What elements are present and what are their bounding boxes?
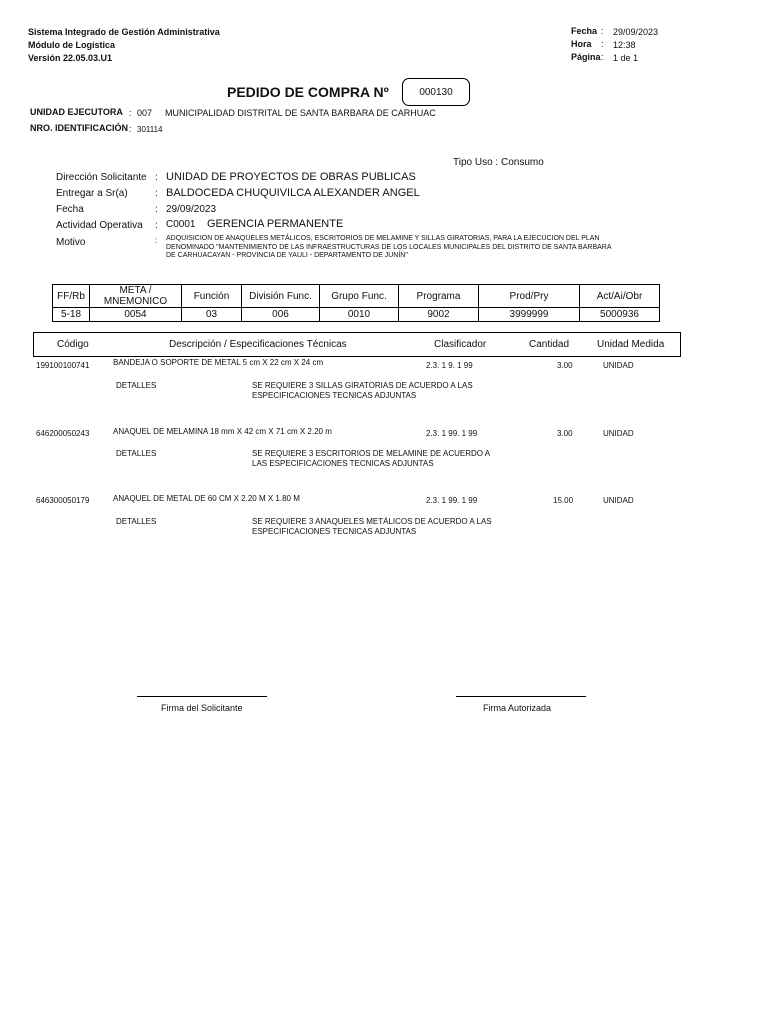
header-colon: : — [601, 39, 604, 49]
budget-value-cell: 006 — [242, 308, 320, 322]
budget-value-cell: 0054 — [90, 308, 182, 322]
budget-value-cell: 3999999 — [479, 308, 580, 322]
colon: : — [155, 172, 158, 183]
item-clasificador: 2.3. 1 99. 1 99 — [426, 496, 478, 505]
budget-header-cell: META / MNEMONICO — [90, 285, 182, 308]
actividad-label: Actividad Operativa — [56, 220, 143, 231]
unidad-ejecutora-code: 007 — [137, 108, 153, 118]
item-detalles-label: DETALLES — [116, 517, 157, 526]
item-detalles — [252, 449, 490, 469]
module-name: Módulo de Logística — [28, 40, 115, 50]
detalles-line: LAS ESPECIFICACIONES TECNICAS ADJUNTAS — [252, 459, 434, 468]
detalles-line: SE REQUIERE 3 ANAQUELES METÁLICOS DE ACUERDO A LAS — [252, 517, 492, 526]
budget-value-cell: 03 — [182, 308, 242, 322]
signature-autorizada: Firma Autorizada — [483, 703, 552, 713]
colon: : — [129, 124, 132, 134]
item-descripcion: ANAQUEL DE MELAMINA 18 mm X 42 cm X 71 cm X 2.20 m — [113, 427, 332, 436]
col-codigo: Código — [57, 339, 89, 350]
colon: : — [155, 188, 158, 199]
budget-value-cell: 5-18 — [53, 308, 90, 322]
signature-line-solicitante — [137, 696, 267, 697]
direccion-label: Dirección Solicitante — [56, 172, 147, 183]
motivo-label: Motivo — [56, 237, 86, 248]
header-hora-value: 12:38 — [613, 40, 636, 50]
signature-line-autorizada — [456, 696, 586, 697]
nro-identificacion-label: NRO. IDENTIFICACIÓN — [30, 123, 128, 133]
col-cantidad: Cantidad — [529, 339, 570, 350]
detalles-line: SE REQUIERE 3 SILLAS GIRATORIAS DE ACUERDO A LAS — [252, 381, 473, 390]
budget-header-cell: Grupo Func. — [320, 285, 399, 308]
colon: : — [155, 236, 158, 245]
actividad-code: C0001 — [166, 219, 196, 230]
detalles-line: ESPECIFICACIONES TECNICAS ADJUNTAS — [252, 391, 417, 400]
nro-identificacion-value: 301114 — [137, 125, 163, 134]
budget-header-row — [53, 285, 660, 308]
item-detalles-label: DETALLES — [116, 381, 157, 390]
budget-header-cell: Función — [182, 285, 242, 308]
item-detalles — [252, 517, 492, 537]
budget-value-cell: 0010 — [320, 308, 399, 322]
detalles-line: SE REQUIERE 3 ESCRITORIOS DE MELAMINE DE ACUERDO A — [252, 449, 491, 458]
col-descripcion: Descripción / Especificaciones Técnicas — [169, 339, 347, 350]
item-codigo: 199100100741 — [36, 361, 90, 370]
motivo-value — [166, 235, 612, 261]
order-number-box — [402, 78, 470, 106]
actividad-value: GERENCIA PERMANENTE — [207, 218, 344, 230]
item-codigo: 646200050243 — [36, 429, 90, 438]
item-unidad: UNIDAD — [603, 361, 634, 370]
items-header — [33, 332, 681, 357]
header-hora-label: Hora — [571, 39, 592, 49]
entregar-value: BALDOCEDA CHUQUIVILCA ALEXANDER ANGEL — [166, 187, 420, 199]
item-clasificador: 2.3. 1 99. 1 99 — [426, 429, 478, 438]
budget-header-cell: Act/Ai/Obr — [580, 285, 660, 308]
system-name: Sistema Integrado de Gestión Administrativa — [28, 27, 220, 37]
colon: : — [155, 220, 158, 231]
unidad-ejecutora-label: UNIDAD EJECUTORA — [30, 107, 123, 117]
budget-header-cell: Prod/Pry — [479, 285, 580, 308]
motivo-line: ADQUISICION DE ANAQUELES METÁLICOS, ESCRITORIOS DE MELAMINE Y SILLAS GIRATORIAS, PARA LA EJECUCION DEL PLAN — [166, 235, 600, 242]
budget-header-cell: Programa — [399, 285, 479, 308]
item-descripcion: ANAQUEL DE METAL DE 60 CM X 2.20 M X 1.80 M — [113, 494, 300, 503]
header-fecha-value: 29/09/2023 — [613, 27, 659, 37]
header-pagina-value: 1 de 1 — [613, 53, 639, 63]
budget-value-cell: 9002 — [399, 308, 479, 322]
unidad-ejecutora-name: MUNICIPALIDAD DISTRITAL DE SANTA BARBARA DE CARHUAC — [165, 108, 436, 118]
item-clasificador: 2.3. 1 9. 1 99 — [426, 361, 473, 370]
header-pagina-label: Página — [571, 52, 601, 62]
item-unidad: UNIDAD — [603, 429, 634, 438]
item-unidad: UNIDAD — [603, 496, 634, 505]
item-codigo: 646300050179 — [36, 496, 90, 505]
item-detalles-label: DETALLES — [116, 449, 157, 458]
fecha-label: Fecha — [56, 204, 84, 215]
budget-value-cell: 5000936 — [580, 308, 660, 322]
item-cantidad: 3.00 — [557, 361, 573, 370]
fecha-value: 29/09/2023 — [166, 204, 217, 215]
item-descripcion: BANDEJA O SOPORTE DE METAL 5 cm X 22 cm X 24 cm — [113, 358, 324, 367]
document-title: PEDIDO DE COMPRA Nº — [227, 84, 389, 100]
item-detalles — [252, 381, 473, 401]
signature-solicitante: Firma del Solicitante — [161, 703, 243, 713]
budget-header-cell: División Func. — [242, 285, 320, 308]
detalles-line: ESPECIFICACIONES TECNICAS ADJUNTAS — [252, 527, 417, 536]
colon: : — [129, 108, 132, 118]
header-fecha-label: Fecha — [571, 26, 598, 36]
entregar-label: Entregar a Sr(a) — [56, 188, 128, 199]
direccion-value: UNIDAD DE PROYECTOS DE OBRAS PUBLICAS — [166, 171, 416, 183]
item-cantidad: 3.00 — [557, 429, 573, 438]
order-number: 000130 — [419, 86, 453, 98]
header-colon: : — [601, 26, 604, 36]
tipo-uso: Tipo Uso : Consumo — [453, 157, 544, 168]
budget-header-cell: FF/Rb — [53, 285, 90, 308]
item-cantidad: 15.00 — [553, 496, 574, 505]
budget-table — [52, 284, 660, 322]
version-label: Versión 22.05.03.U1 — [28, 53, 113, 63]
motivo-line: DENOMINADO "MANTENIMIENTO DE LAS INFRAESTRUCTURAS DE LOS LOCALES MUNICIPALES DEL DISTRITO DE SANTA BARBARA — [166, 243, 612, 251]
colon: : — [155, 204, 158, 215]
col-clasificador: Clasificador — [434, 339, 487, 350]
motivo-line: DE CARHUACAYAN - PROVINCIA DE YAULI - DEPARTAMENTO DE JUNÍN" — [166, 252, 408, 259]
header-colon: : — [601, 52, 604, 62]
col-unidad: Unidad Medida — [597, 339, 665, 350]
budget-value-row — [53, 308, 660, 322]
